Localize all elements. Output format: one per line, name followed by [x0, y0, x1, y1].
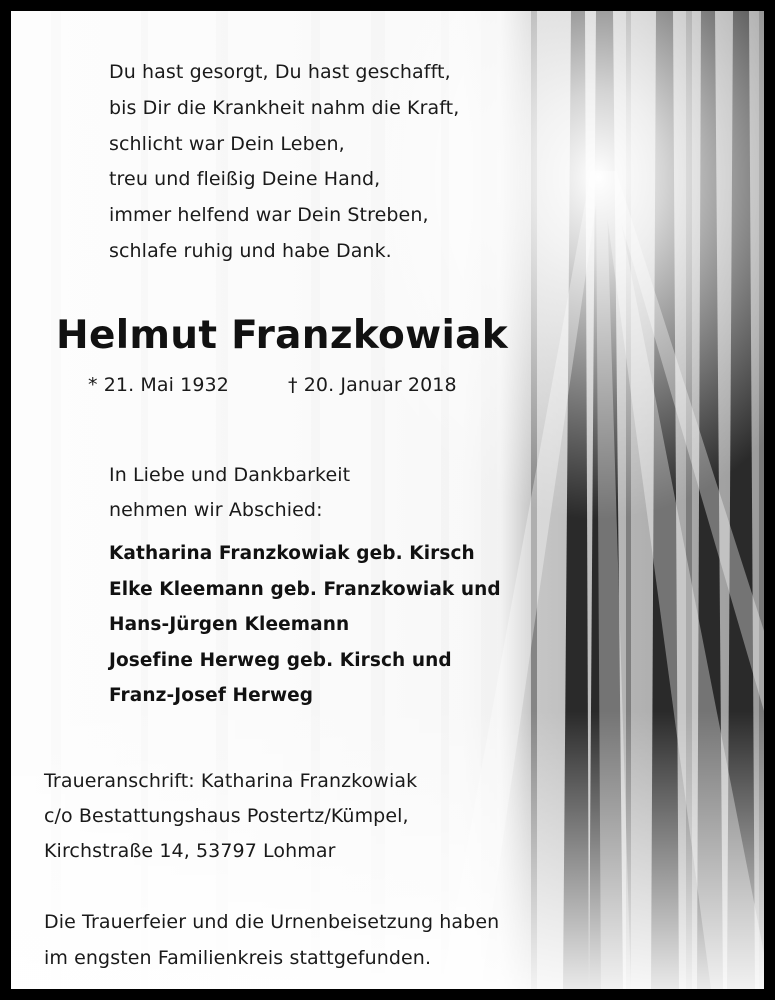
intro-line: In Liebe und Dankbarkeit [109, 464, 351, 486]
poem-line: Du hast gesorgt, Du hast geschafft, [109, 61, 451, 83]
intro-line: nehmen wir Abschied: [109, 499, 323, 521]
mourning-address [44, 764, 417, 869]
notice-line: Die Trauerfeier und die Urnenbeisetzung haben [44, 911, 500, 933]
mourner-line: Katharina Franzkowiak geb. Kirsch [109, 543, 475, 564]
poem-line: schlafe ruhig und habe Dank. [109, 239, 392, 262]
mourner-line: Elke Kleemann geb. Franzkowiak und [109, 578, 501, 600]
mourner-line: Hans-Jürgen Kleemann [109, 614, 350, 636]
farewell-intro [109, 458, 350, 528]
mourners-list [109, 536, 501, 714]
poem-line: immer helfend war Dein Streben, [109, 204, 429, 227]
address-line: Kirchstraße 14, 53797 Lohmar [44, 840, 336, 862]
mourner-line: Josefine Herweg geb. Kirsch und [109, 649, 452, 671]
poem [109, 55, 459, 270]
poem-line: schlicht war Dein Leben, [109, 132, 345, 155]
mourner-line: Franz-Josef Herweg [109, 685, 314, 707]
birth-date: * 21. Mai 1932 [88, 374, 229, 396]
poem-line: treu und fleißig Deine Hand, [109, 168, 381, 191]
address-line: Traueranschrift: Katharina Franzkowiak [44, 770, 418, 792]
notice-line: im engsten Familienkreis stattgefunden. [44, 947, 432, 969]
death-date: † 20. Januar 2018 [288, 374, 457, 396]
address-line: c/o Bestattungshaus Postertz/Kümpel, [44, 805, 409, 827]
ceremony-notice [44, 904, 499, 976]
deceased-name: Helmut Franzkowiak [56, 313, 508, 358]
poem-line: bis Dir die Krankheit nahm die Kraft, [109, 96, 460, 119]
